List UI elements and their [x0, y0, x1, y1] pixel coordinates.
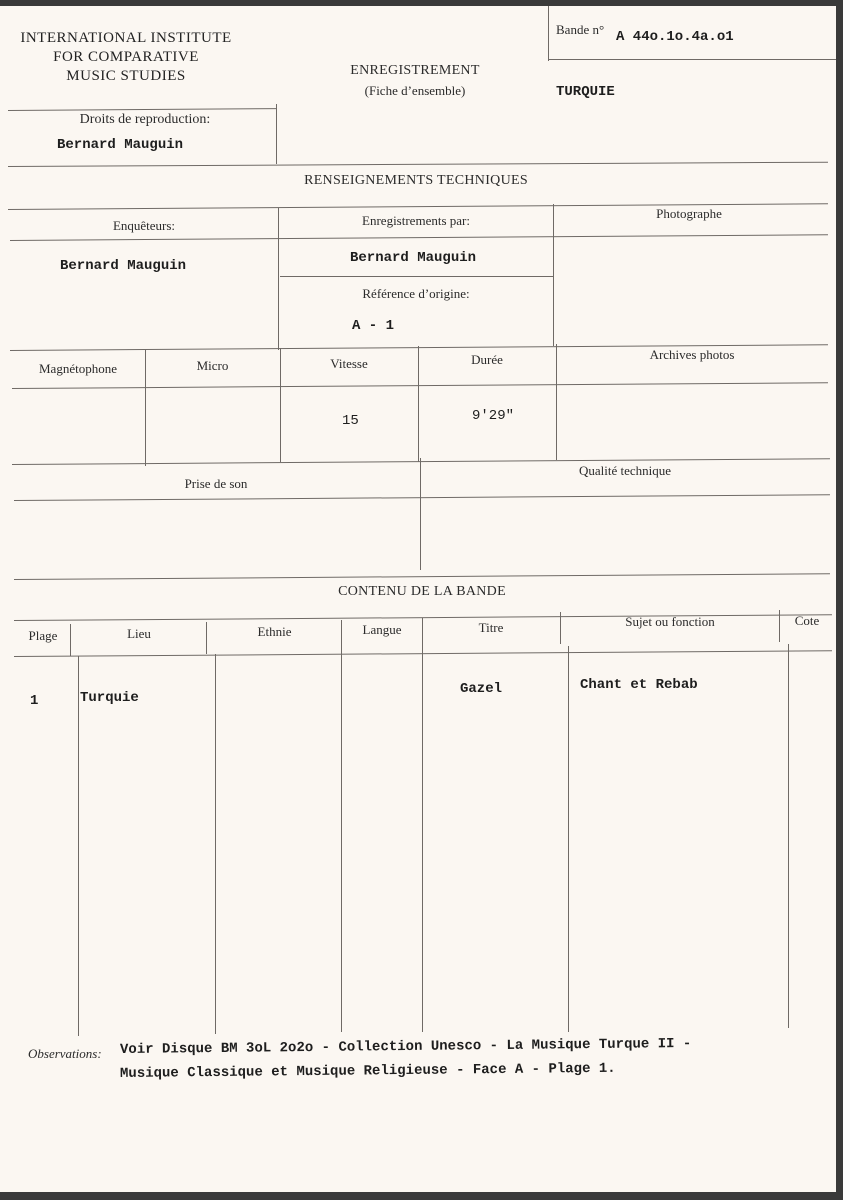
observations-line-1: Voir Disque BM 3oL 2o2o - Collection Unesco - La Musique Turque II - [119, 1036, 692, 1058]
col-ethnie: Ethnie [257, 624, 292, 639]
institute-name [0, 29, 252, 86]
bande-label: Bande n° [556, 22, 605, 37]
row-titre: Gazel [460, 681, 503, 697]
technical-heading: RENSEIGNEMENTS TECHNIQUES [304, 173, 528, 188]
bande-number: A 44o.1o.4a.o1 [616, 29, 734, 45]
institute-line-1: INTERNATIONAL INSTITUTE [20, 30, 232, 46]
photographe-label: Photographe [656, 206, 722, 221]
vitesse-value: 15 [342, 413, 359, 429]
qualite-technique-label: Qualité technique [578, 463, 672, 478]
institute-line-3: MUSIC STUDIES [66, 68, 186, 84]
micro-label: Micro [196, 358, 229, 373]
reference-label: Référence d’origine: [362, 286, 470, 301]
enqueteurs-label: Enquêteurs: [112, 218, 176, 233]
institute-line-2: FOR COMPARATIVE [53, 49, 199, 65]
magnetophone-label: Magnétophone [39, 361, 117, 376]
contenu-heading: CONTENU DE LA BANDE [338, 584, 506, 599]
col-langue: Langue [362, 622, 402, 637]
row-lieu: Turquie [80, 690, 139, 706]
prise-de-son-label: Prise de son [184, 476, 248, 491]
vitesse-label: Vitesse [330, 356, 368, 371]
record-sheet [0, 6, 836, 1192]
enregistrements-value: Bernard Mauguin [350, 250, 477, 266]
enqueteurs-value: Bernard Mauguin [60, 258, 187, 274]
observations-line-2: Musique Classique et Musique Religieuse - Face A - Plage 1. [119, 1060, 616, 1082]
col-cote: Cote [794, 613, 820, 628]
col-sujet: Sujet ou fonction [625, 614, 715, 629]
row-plage: 1 [30, 693, 39, 709]
col-lieu: Lieu [127, 626, 151, 641]
observations-label: Observations: [28, 1046, 102, 1061]
form-subtitle: (Fiche d’ensemble) [364, 83, 466, 98]
enregistrements-label: Enregistrements par: [362, 213, 470, 228]
form-title: ENREGISTREMENT [350, 63, 480, 78]
rights-label: Droits de reproduction: [79, 112, 211, 127]
archives-photos-label: Archives photos [649, 347, 735, 362]
row-sujet: Chant et Rebab [580, 677, 698, 693]
duree-label: Durée [471, 352, 503, 367]
reference-value: A - 1 [352, 318, 395, 334]
duree-value: 9'29" [472, 408, 515, 424]
col-plage: Plage [28, 628, 58, 643]
rights-value: Bernard Mauguin [57, 137, 184, 153]
country-value: TURQUIE [556, 84, 615, 100]
col-titre: Titre [478, 620, 504, 635]
